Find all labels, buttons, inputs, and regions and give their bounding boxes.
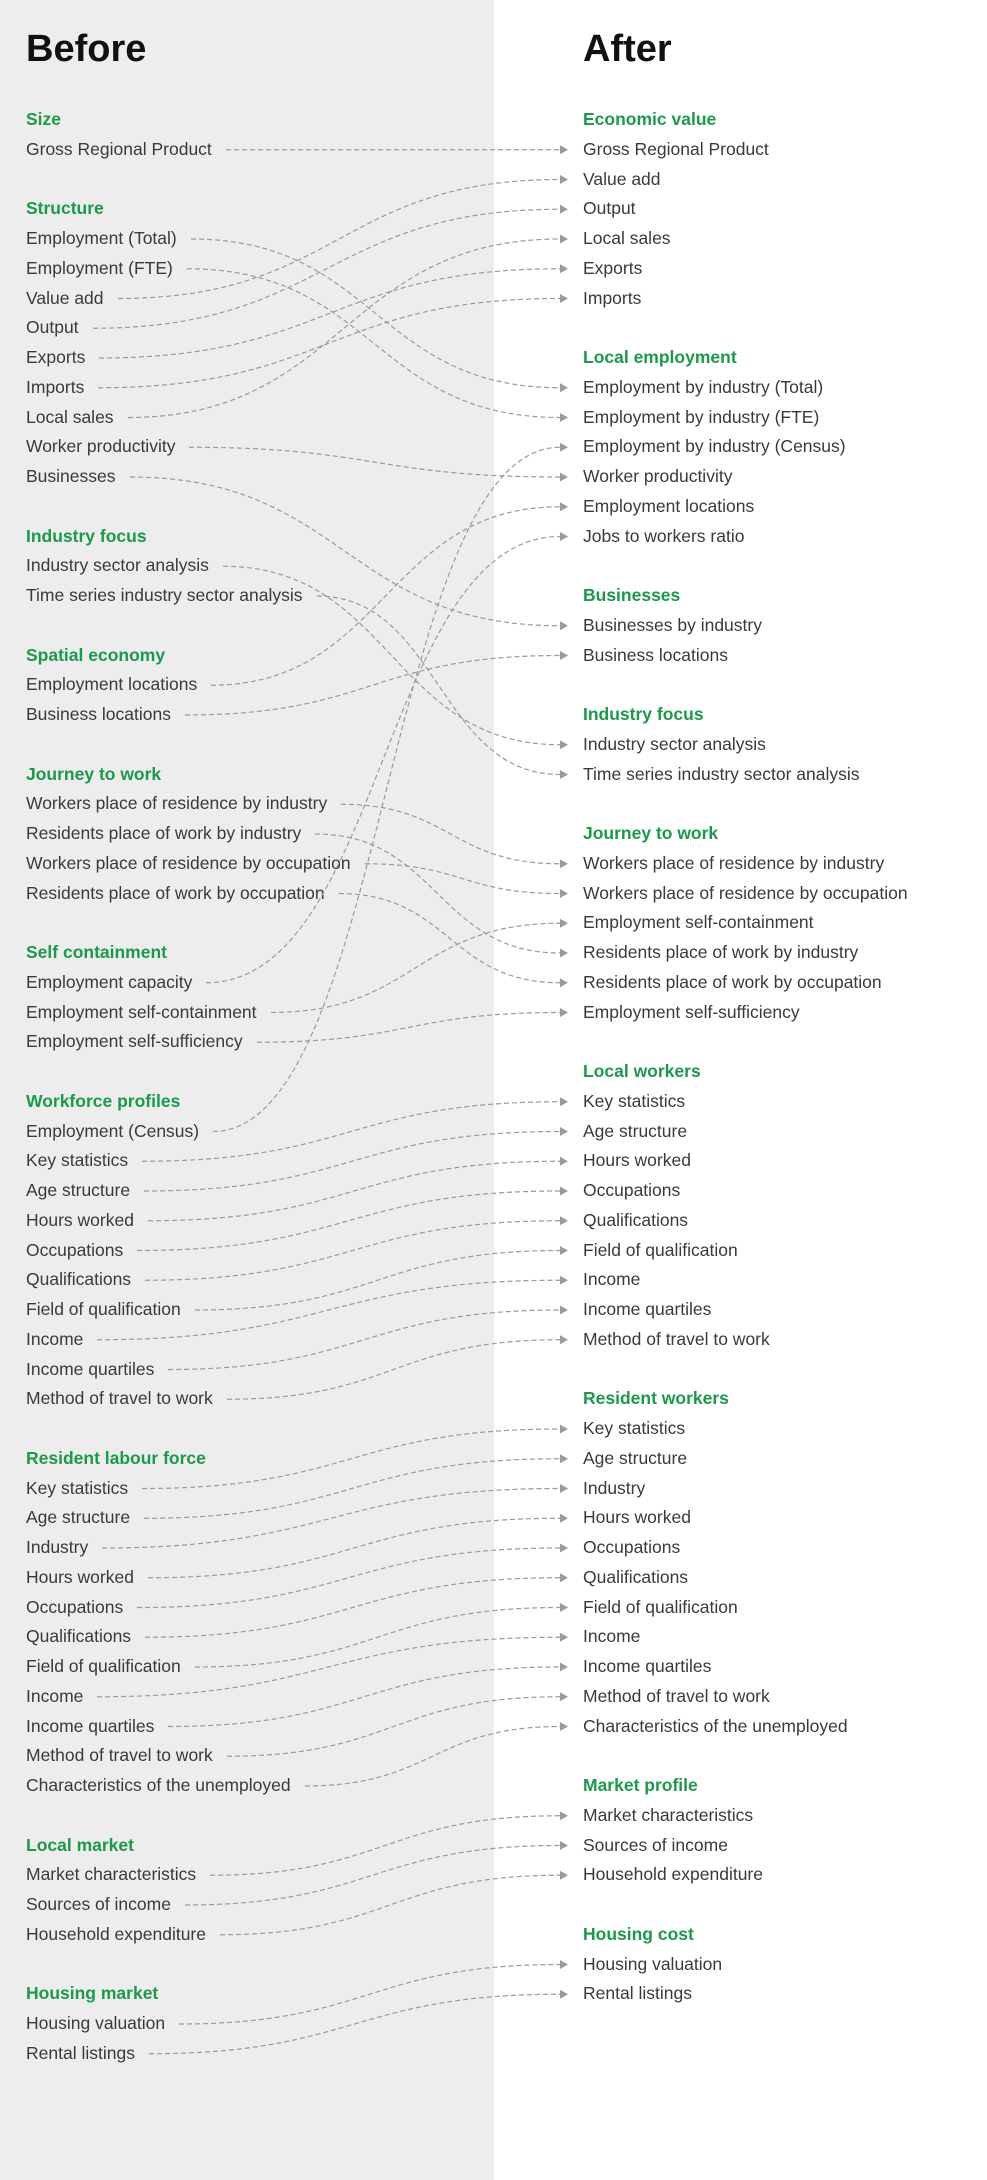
- arrowhead-icon: [560, 205, 568, 214]
- after-section-heading-journey-to-work: Journey to work: [583, 823, 719, 843]
- before-item: Key statistics: [26, 1477, 129, 1498]
- before-section-heading-housing-market: Housing market: [26, 1983, 159, 2004]
- before-item: Employment locations: [26, 674, 198, 695]
- after-item: Housing valuation: [583, 1953, 723, 1974]
- before-item: Method of travel to work: [26, 1745, 213, 1766]
- after-item: Employment by industry (Census): [583, 436, 846, 457]
- before-item: Qualifications: [26, 1626, 132, 1647]
- after-item: Qualifications: [583, 1209, 689, 1230]
- arrowhead-icon: [560, 1663, 568, 1672]
- arrowhead-icon: [560, 1335, 568, 1344]
- arrowhead-icon: [560, 949, 568, 958]
- after-section-heading-businesses: Businesses: [583, 585, 681, 605]
- before-item: Method of travel to work: [26, 1388, 213, 1409]
- arrowhead-icon: [560, 1157, 568, 1166]
- after-item: Employment locations: [583, 495, 755, 516]
- arrowhead-icon: [560, 889, 568, 898]
- before-item: Employment (Total): [26, 228, 177, 248]
- before-item: Workers place of residence by occupation: [26, 852, 351, 873]
- before-item: Age structure: [26, 1507, 131, 1528]
- after-item: Method of travel to work: [583, 1328, 770, 1349]
- after-item: Employment by industry (Total): [583, 376, 824, 397]
- before-item: Income: [26, 1685, 84, 1706]
- arrowhead-icon: [560, 294, 568, 303]
- after-item: Income: [583, 1269, 641, 1290]
- after-section-heading-market-profile: Market profile: [583, 1775, 698, 1795]
- before-title: Before: [26, 28, 147, 70]
- arrowhead-icon: [560, 1692, 568, 1701]
- before-section-heading-spatial-economy: Spatial economy: [26, 644, 166, 665]
- after-section-heading-local-employment: Local employment: [583, 347, 737, 367]
- arrowhead-icon: [560, 383, 568, 392]
- arrowhead-icon: [560, 1722, 568, 1731]
- after-item: Employment self-containment: [583, 912, 814, 933]
- before-section-heading-journey-to-work: Journey to work: [26, 763, 162, 784]
- after-section-heading-resident-workers: Resident workers: [583, 1388, 729, 1409]
- arrowhead-icon: [560, 1306, 568, 1315]
- before-section-heading-resident-labour-force: Resident labour force: [26, 1447, 206, 1468]
- after-item: Occupations: [583, 1537, 681, 1557]
- before-item: Local sales: [26, 406, 114, 427]
- arrowhead-icon: [560, 175, 568, 184]
- arrowhead-icon: [560, 1960, 568, 1969]
- arrowhead-icon: [560, 1097, 568, 1106]
- arrowhead-icon: [560, 740, 568, 749]
- after-item: Exports: [583, 257, 643, 278]
- before-item: Housing valuation: [26, 2013, 166, 2033]
- before-section-heading-workforce-profiles: Workforce profiles: [26, 1090, 181, 1111]
- after-item: Residents place of work by occupation: [583, 971, 882, 992]
- before-item: Exports: [26, 347, 86, 367]
- arrowhead-icon: [560, 1633, 568, 1642]
- after-item: Employment self-sufficiency: [583, 1001, 800, 1022]
- after-item: Age structure: [583, 1447, 688, 1468]
- after-item: Time series industry sector analysis: [583, 763, 860, 784]
- before-item: Occupations: [26, 1239, 124, 1260]
- arrowhead-icon: [560, 1603, 568, 1612]
- after-item: Jobs to workers ratio: [583, 525, 745, 546]
- arrowhead-icon: [560, 264, 568, 273]
- before-item: Workers place of residence by industry: [26, 793, 328, 814]
- before-section-heading-local-market: Local market: [26, 1834, 134, 1855]
- arrowhead-icon: [560, 532, 568, 541]
- after-item: Gross Regional Product: [583, 138, 769, 159]
- after-item: Businesses by industry: [583, 614, 762, 635]
- after-item: Method of travel to work: [583, 1685, 770, 1706]
- before-section-heading-self-containment: Self containment: [26, 942, 167, 962]
- before-item: Industry: [26, 1537, 89, 1557]
- before-item: Employment self-sufficiency: [26, 1031, 243, 1052]
- after-item: Residents place of work by industry: [583, 942, 859, 962]
- arrowhead-icon: [560, 235, 568, 244]
- after-item: Employment by industry (FTE): [583, 406, 820, 427]
- before-section-heading-structure: Structure: [26, 198, 104, 219]
- after-item: Workers place of residence by industry: [583, 852, 885, 873]
- before-item: Sources of income: [26, 1894, 171, 1914]
- after-item: Local sales: [583, 228, 671, 248]
- arrowhead-icon: [560, 1246, 568, 1255]
- after-item: Rental listings: [583, 1983, 692, 2004]
- arrowhead-icon: [560, 1544, 568, 1553]
- before-section-heading-industry-focus: Industry focus: [26, 525, 147, 546]
- arrowhead-icon: [560, 413, 568, 422]
- before-item: Business locations: [26, 704, 171, 724]
- before-item: Employment self-containment: [26, 1001, 257, 1022]
- arrowhead-icon: [560, 1990, 568, 1999]
- after-item: Value add: [583, 168, 661, 189]
- before-item: Market characteristics: [26, 1864, 197, 1885]
- before-item: Employment (Census): [26, 1120, 200, 1141]
- arrowhead-icon: [560, 1276, 568, 1285]
- before-item: Rental listings: [26, 2042, 135, 2063]
- after-section-heading-local-workers: Local workers: [583, 1061, 701, 1081]
- after-item: Imports: [583, 287, 642, 308]
- arrowhead-icon: [560, 1127, 568, 1136]
- before-item: Output: [26, 317, 79, 338]
- after-item: Industry: [583, 1477, 646, 1498]
- before-item: Qualifications: [26, 1269, 132, 1290]
- arrowhead-icon: [560, 1871, 568, 1880]
- before-section-heading-size: Size: [26, 109, 62, 129]
- before-item: Key statistics: [26, 1150, 129, 1171]
- arrowhead-icon: [560, 651, 568, 660]
- arrowhead-icon: [560, 1425, 568, 1434]
- arrowhead-icon: [560, 1454, 568, 1463]
- arrowhead-icon: [560, 770, 568, 779]
- arrowhead-icon: [560, 1187, 568, 1196]
- before-item: Businesses: [26, 466, 116, 486]
- arrowhead-icon: [560, 978, 568, 987]
- after-item: Field of qualification: [583, 1239, 738, 1260]
- arrowhead-icon: [560, 1008, 568, 1017]
- after-item: Income quartiles: [583, 1299, 712, 1319]
- after-item: Workers place of residence by occupation: [583, 882, 908, 903]
- arrowhead-icon: [560, 1811, 568, 1820]
- before-item: Residents place of work by industry: [26, 823, 302, 843]
- after-item: Industry sector analysis: [583, 733, 766, 754]
- after-item: Hours worked: [583, 1507, 691, 1528]
- before-item: Hours worked: [26, 1566, 134, 1587]
- before-item: Gross Regional Product: [26, 138, 212, 159]
- before-item: Hours worked: [26, 1209, 134, 1230]
- after-item: Age structure: [583, 1120, 688, 1141]
- before-item: Field of qualification: [26, 1299, 181, 1319]
- before-item: Income quartiles: [26, 1358, 155, 1379]
- arrowhead-icon: [560, 1573, 568, 1582]
- after-item: Hours worked: [583, 1150, 691, 1171]
- arrowhead-icon: [560, 621, 568, 630]
- after-item: Qualifications: [583, 1566, 689, 1587]
- arrowhead-icon: [560, 1484, 568, 1493]
- arrowhead-icon: [560, 145, 568, 154]
- before-item: Time series industry sector analysis: [26, 585, 303, 605]
- before-item: Field of qualification: [26, 1656, 181, 1676]
- before-item: Value add: [26, 287, 104, 308]
- arrowhead-icon: [560, 502, 568, 511]
- arrowhead-icon: [560, 859, 568, 868]
- after-item: Household expenditure: [583, 1864, 763, 1885]
- arrowhead-icon: [560, 919, 568, 928]
- after-item: Characteristics of the unemployed: [583, 1715, 848, 1736]
- before-item: Age structure: [26, 1180, 131, 1200]
- after-section-heading-economic-value: Economic value: [583, 109, 717, 129]
- after-item: Field of qualification: [583, 1596, 738, 1617]
- after-item: Key statistics: [583, 1090, 686, 1111]
- before-item: Income quartiles: [26, 1715, 155, 1736]
- before-item: Income: [26, 1328, 84, 1349]
- before-item: Worker productivity: [26, 436, 176, 457]
- after-item: Income: [583, 1626, 641, 1647]
- after-item: Business locations: [583, 644, 728, 665]
- before-item: Characteristics of the unemployed: [26, 1775, 291, 1795]
- after-title: After: [583, 28, 672, 70]
- arrowhead-icon: [560, 1216, 568, 1225]
- arrowhead-icon: [560, 1841, 568, 1850]
- before-item: Residents place of work by occupation: [26, 882, 325, 903]
- after-item: Key statistics: [583, 1418, 686, 1438]
- after-item: Occupations: [583, 1180, 681, 1200]
- after-item: Income quartiles: [583, 1656, 712, 1676]
- before-item: Employment capacity: [26, 971, 193, 992]
- after-section-heading-housing-cost: Housing cost: [583, 1923, 694, 1944]
- before-item: Imports: [26, 376, 85, 397]
- after-item: Output: [583, 198, 636, 219]
- after-item: Sources of income: [583, 1834, 728, 1855]
- arrowhead-icon: [560, 473, 568, 482]
- after-item: Worker productivity: [583, 466, 733, 486]
- arrowhead-icon: [560, 443, 568, 452]
- after-item: Market characteristics: [583, 1804, 754, 1825]
- after-section-heading-industry-focus: Industry focus: [583, 704, 704, 724]
- before-item: Household expenditure: [26, 1923, 206, 1944]
- before-item: Industry sector analysis: [26, 555, 209, 576]
- before-item: Employment (FTE): [26, 257, 173, 278]
- arrowhead-icon: [560, 1514, 568, 1523]
- before-item: Occupations: [26, 1596, 124, 1617]
